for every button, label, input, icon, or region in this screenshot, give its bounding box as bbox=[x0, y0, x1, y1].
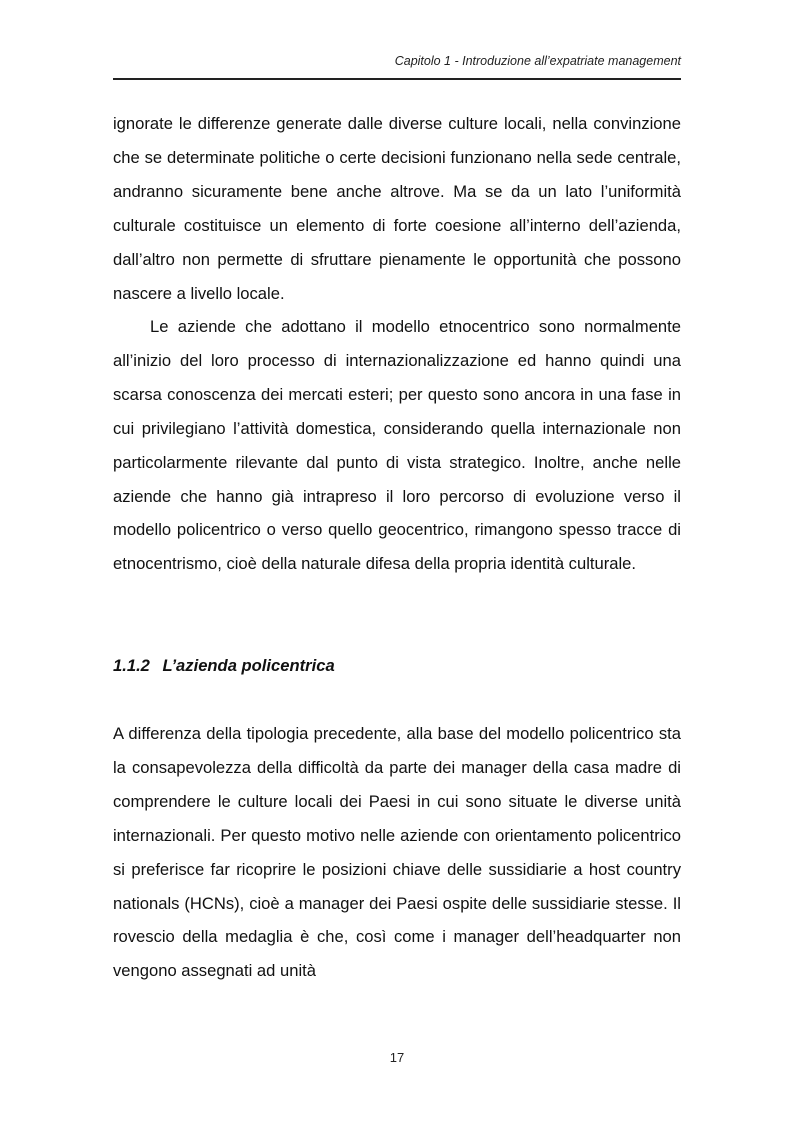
paragraph-text: ignorate le differenze generate dalle diverse culture locali, nella convinzione che se determinate politiche o certe decisioni funzionano nella sede centrale, andranno sicuramente bene anche altrove. Ma se da un lato l’uniformità culturale costituisce un elemento di forte coesione all’interno dell’azienda, dall’altro non permette di sfruttare pienamente le opportunità che possono nascere a livello locale. bbox=[113, 114, 681, 303]
page-number: 17 bbox=[389, 1050, 405, 1065]
body-paragraph-2 bbox=[113, 310, 681, 581]
running-header: Capitolo 1 - Introduzione all’expatriate management bbox=[394, 54, 681, 68]
section-heading bbox=[113, 655, 681, 677]
paragraph-text: Le aziende che adottano il modello etnocentrico sono normalmente all’inizio del loro processo di internazionalizzazione ed hanno quindi una scarsa conoscenza dei mercati esteri; per questo sono ancora in una fase in cui privilegiano l’attività domestica, considerando quella internazionale non particolarmente rilevante dal punto di vista strategico. Inoltre, anche nelle aziende che hanno già intrapreso il loro percorso di evoluzione verso il modello policentrico o verso quello geocentrico, rimangono spesso tracce di etnocentrismo, cioè della naturale difesa della propria identità culturale. bbox=[113, 317, 681, 574]
paragraph-text: A differenza della tipologia precedente, alla base del modello policentrico sta la consapevolezza della difficoltà da parte dei manager della casa madre di comprendere le culture locali dei Paesi in cui sono situate le diverse unità internazionali. Per questo motivo nelle aziende con orientamento policentrico si preferisce far ricoprire le posizioni chiave delle sussidiarie a host country nationals (HCNs), cioè a manager dei Paesi ospite delle sussidiarie stesse. Il rovescio della medaglia è che, così come i manager dell’headquarter non vengono assegnati ad unità bbox=[113, 724, 681, 981]
section-title: L’azienda policentrica bbox=[162, 656, 335, 675]
body-paragraph-1 bbox=[113, 107, 681, 310]
header-rule bbox=[113, 78, 681, 80]
body-paragraph-3 bbox=[113, 717, 681, 988]
section-number: 1.1.2 bbox=[113, 656, 150, 675]
